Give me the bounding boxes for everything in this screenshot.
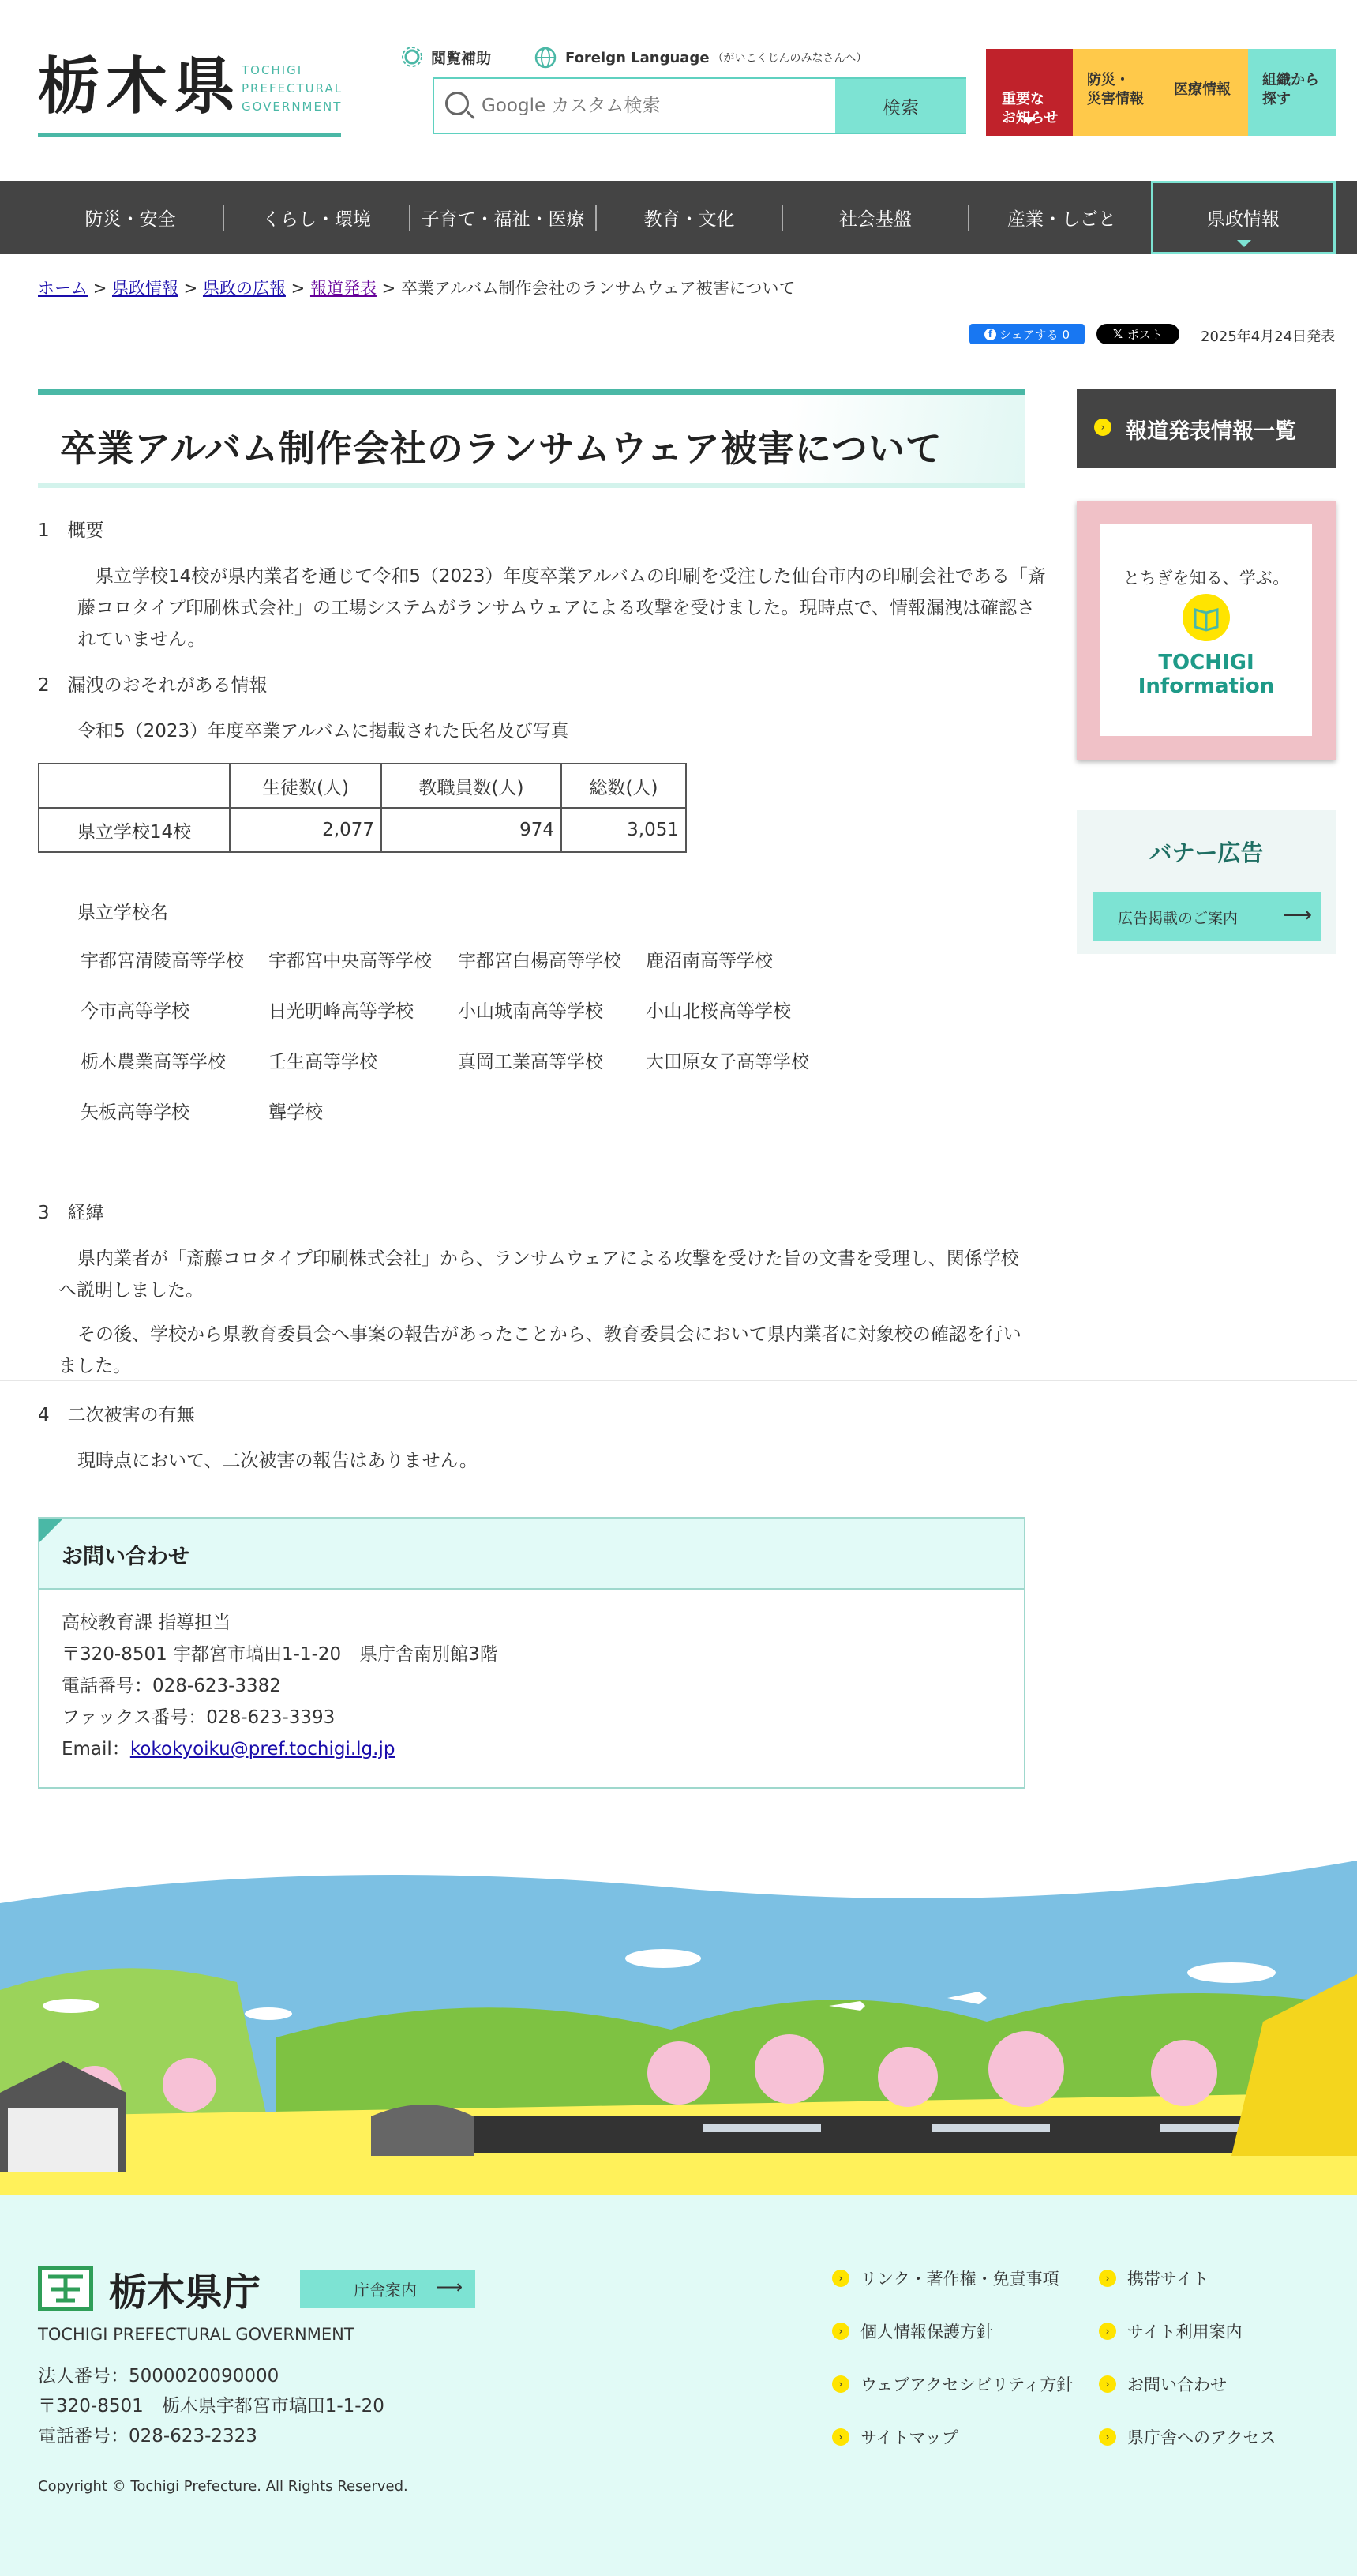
section-2-body: 令和5（2023）年度卒業アルバムに掲載された氏名及び写真	[77, 721, 569, 742]
site-header	[0, 0, 1357, 181]
chevron-right-icon: ›	[1099, 2428, 1116, 2446]
breadcrumb-pr[interactable]: 県政の広報	[202, 279, 286, 298]
publish-date: 2025年4月24日発表	[1201, 329, 1336, 345]
tochigi-info-banner[interactable]: とちぎを知る、学ぶ。 TOCHIGI Information	[1077, 501, 1336, 760]
nav-item-infrastructure[interactable]: 社会基盤	[839, 209, 912, 230]
breadcrumb-government[interactable]: 県政情報	[111, 279, 178, 298]
chevron-down-icon	[1022, 117, 1035, 125]
page-title-box	[38, 389, 1025, 488]
footer-corp-number: 法人番号：5000020090000	[38, 2366, 279, 2386]
section-3-paragraph: 県内業者が「斎藤コロタイプ印刷株式会社」から、ランサムウェアによる攻撃を受けた旨の文書を受理し、関係学校へ説明しました。	[58, 1249, 1019, 1301]
breadcrumb-press[interactable]: 報道発表	[309, 279, 377, 298]
banner-ad-box	[1077, 810, 1336, 954]
logo-underline	[38, 133, 341, 137]
page-title: 卒業アルバム制作会社のランサムウェア被害について	[60, 427, 943, 470]
list-item: 小山城南高等学校	[458, 1001, 603, 1022]
list-item: 宇都宮中央高等学校	[268, 951, 432, 971]
data-table	[38, 763, 687, 853]
breadcrumb: ホーム > 県政情報 > 県政の広報 > 報道発表 > 卒業アルバム制作会社のランサムウェア被害について	[38, 279, 796, 298]
disaster-info-button[interactable]: 防災・ 災害情報	[1073, 49, 1160, 136]
foreign-language-button[interactable]: Foreign Language （がいこくじんのみなさんへ）	[534, 46, 867, 69]
facebook-icon: f	[984, 329, 996, 340]
site-footer	[0, 2195, 1357, 2576]
facebook-share-button[interactable]: f シェアする 0	[969, 324, 1085, 344]
contact-box	[38, 1517, 1025, 1789]
banner-ad-title: バナー広告	[1149, 839, 1264, 866]
ad-guide-button[interactable]: 広告掲載のご案内 ⟶	[1093, 892, 1321, 941]
nav-item-living[interactable]: くらし・環境	[262, 209, 371, 230]
x-post-button[interactable]: 𝕏 ポスト	[1096, 324, 1179, 344]
contact-phone: 電話番号：028-623-3382	[62, 1676, 281, 1696]
search-icon	[445, 92, 469, 115]
logo-english: TOCHIGI PREFECTURAL GOVERNMENT	[242, 63, 343, 114]
logo-japanese: 栃木県	[38, 51, 242, 122]
schools-heading: 県立学校名	[77, 903, 168, 923]
footer-link[interactable]: › サイト利用案内	[1099, 2319, 1243, 2343]
gear-icon	[401, 46, 423, 68]
section-1-body: 県立学校14校が県内業者を通じて令和5（2023）年度卒業アルバムの印刷を受注した仙台市内の印刷会社である「斎藤コロタイプ印刷株式会社」の工場システムがランサムウェアによる攻撃を受けました。現時点で、情報漏洩は確認されていません。	[77, 566, 1046, 650]
footer-link[interactable]: › ウェブアクセシビリティ方針	[832, 2372, 1073, 2396]
copyright: Copyright © Tochigi Prefecture. All Rights Reserved.	[38, 2478, 408, 2495]
list-item: 壬生高等学校	[268, 1052, 377, 1072]
nav-item-safety[interactable]: 防災・安全	[84, 209, 176, 230]
list-item: 鹿沼南高等学校	[646, 951, 773, 971]
contact-email-link[interactable]: kokokyoiku@pref.tochigi.lg.jp	[129, 1739, 395, 1759]
footer-link[interactable]: › お問い合わせ	[1099, 2372, 1227, 2396]
footer-org-name: 栃木県庁	[109, 2270, 261, 2315]
breadcrumb-home[interactable]: ホーム	[38, 279, 88, 298]
section-3-paragraph: その後、学校から県教育委員会へ事案の報告があったことから、教育委員会において県内業者に対象校の確認を行いました。	[58, 1324, 1021, 1376]
nav-item-government[interactable]: 県政情報	[1151, 181, 1336, 254]
list-item: 矢板高等学校	[81, 1102, 189, 1123]
list-item: 栃木農業高等学校	[81, 1052, 226, 1072]
chevron-right-icon: ›	[832, 2428, 849, 2446]
site-logo[interactable]	[38, 49, 341, 139]
prefecture-emblem-icon	[38, 2266, 93, 2311]
footer-phone: 電話番号：028-623-2323	[38, 2426, 257, 2446]
footer-link[interactable]: › リンク・著作権・免責事項	[832, 2266, 1059, 2290]
contact-header	[39, 1519, 1024, 1590]
section-1-heading: 1 概要	[38, 520, 104, 541]
contact-address: 〒320-8501 宇都宮市塙田1-1-20 県庁舎南別館3階	[62, 1644, 498, 1665]
arrow-right-icon: ⟶	[435, 2276, 463, 2298]
chevron-right-icon: ›	[832, 2270, 849, 2287]
globe-icon	[534, 46, 557, 69]
org-search-button[interactable]: 組織から 探す	[1248, 49, 1336, 136]
contact-title: お問い合わせ	[62, 1545, 189, 1569]
section-2-heading: 2 漏洩のおそれがある情報	[38, 675, 268, 696]
footer-link[interactable]: › 個人情報保護方針	[832, 2319, 993, 2343]
building-guide-button[interactable]: 庁舎案内 ⟶	[300, 2270, 475, 2308]
list-item: 真岡工業高等学校	[458, 1052, 603, 1072]
breadcrumb-current: 卒業アルバム制作会社のランサムウェア被害について	[400, 279, 796, 298]
section-4-body: 現時点において、二次被害の報告はありません。	[77, 1451, 478, 1471]
section-3-heading: 3 経緯	[38, 1203, 104, 1223]
active-indicator-icon	[1237, 240, 1251, 247]
contact-dept: 高校教育課 指導担当	[62, 1613, 231, 1633]
search-box	[433, 77, 966, 134]
chevron-right-icon: ›	[832, 2323, 849, 2340]
footer-org-english: TOCHIGI PREFECTURAL GOVERNMENT	[38, 2325, 354, 2344]
arrow-right-icon: ⟶	[1282, 903, 1312, 927]
press-list-button[interactable]: › 報道発表情報一覧	[1077, 389, 1336, 468]
search-input[interactable]	[482, 88, 782, 123]
list-item: 今市高等学校	[81, 1001, 189, 1022]
chevron-right-icon: ›	[832, 2375, 849, 2393]
footer-link[interactable]: › 携帯サイト	[1099, 2266, 1209, 2290]
table-row: 県立学校14校 2,077 974 3,051	[39, 808, 686, 852]
browse-help-button[interactable]: 閲覧補助	[401, 46, 491, 68]
global-nav	[0, 181, 1357, 254]
chevron-right-icon: ›	[1094, 419, 1111, 436]
section-4-heading: 4 二次被害の有無	[38, 1405, 195, 1425]
list-item: 小山北桜高等学校	[646, 1001, 791, 1022]
search-button[interactable]: 検索	[835, 79, 966, 133]
list-item: 聾学校	[268, 1102, 323, 1123]
nav-item-industry[interactable]: 産業・しごと	[1007, 209, 1116, 230]
chevron-right-icon: ›	[1099, 2270, 1116, 2287]
list-item: 大田原女子高等学校	[646, 1052, 809, 1072]
chevron-right-icon: ›	[1099, 2323, 1116, 2340]
list-item: 宇都宮清陵高等学校	[81, 951, 244, 971]
footer-address: 〒320-8501 栃木県宇都宮市塙田1-1-20	[38, 2396, 384, 2416]
table-header-row: 生徒数(人) 教職員数(人) 総数(人)	[39, 764, 686, 808]
footer-link[interactable]: › 県庁舎へのアクセス	[1099, 2425, 1276, 2449]
nav-item-education[interactable]: 教育・文化	[643, 209, 735, 230]
medical-info-button[interactable]: 医療情報	[1160, 49, 1248, 136]
contact-fax: ファックス番号：028-623-3393	[62, 1707, 336, 1728]
x-icon: 𝕏	[1112, 327, 1123, 341]
book-icon	[1183, 594, 1230, 641]
footer-link[interactable]: › サイトマップ	[832, 2425, 958, 2449]
list-item: 宇都宮白楊高等学校	[458, 951, 621, 971]
list-item: 日光明峰高等学校	[268, 1001, 414, 1022]
footer-illustration	[0, 1856, 1357, 2195]
divider	[0, 1380, 1357, 1381]
contact-email-label: Email：	[62, 1739, 130, 1759]
nav-item-childcare[interactable]: 子育て・福祉・医療	[421, 209, 585, 230]
important-notice-button[interactable]: 重要な お知らせ	[986, 49, 1073, 136]
chevron-right-icon: ›	[1099, 2375, 1116, 2393]
